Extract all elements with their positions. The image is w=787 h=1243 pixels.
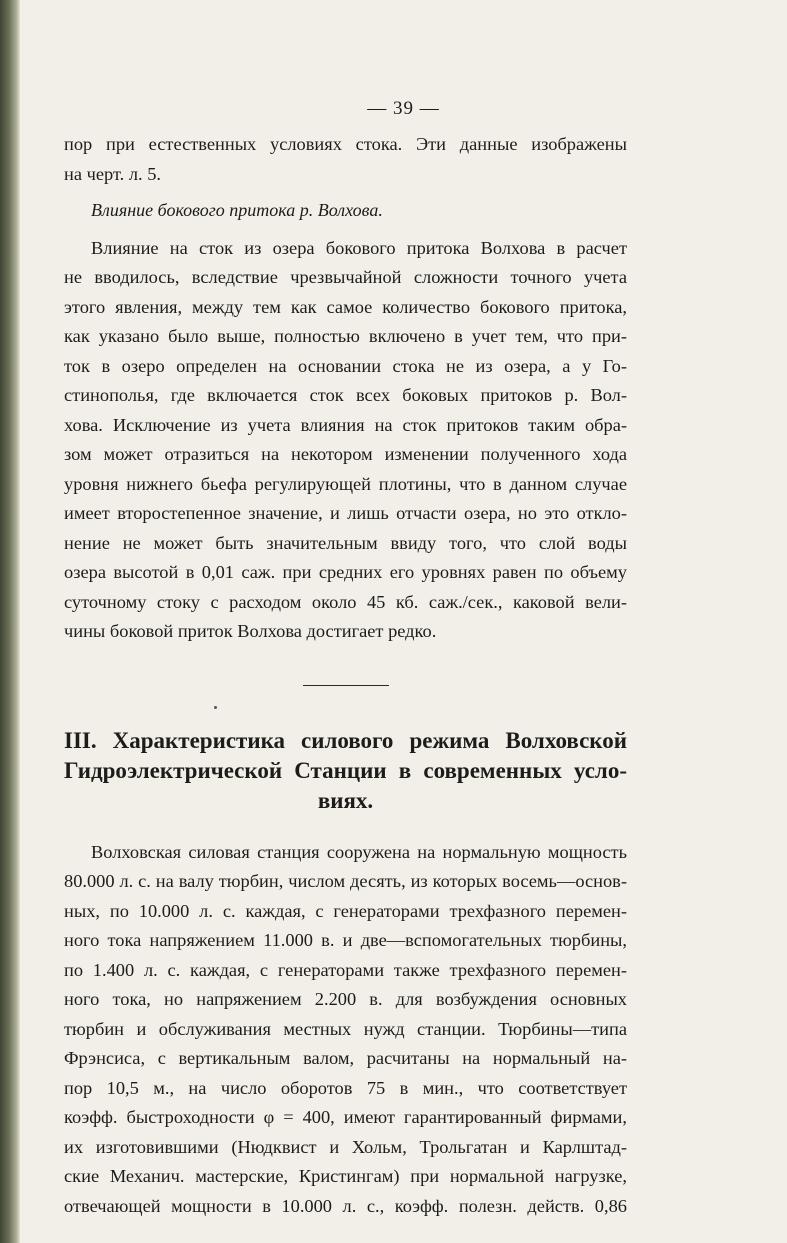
section-title [64,726,627,816]
text-line: отвечающей мощности в 10.000 л. с., коэфф. полезн. действ. 0,86 [64,1195,627,1216]
text-line: зом может отразиться на некотором изменении полученного хода [64,444,627,464]
text-line: уровня нижнего бьефа регулирующей плотины, что в данном случае [64,473,627,494]
text-line: как указано было выше, полностью включено в учет тем, что при- [64,326,627,346]
text-line: их изготовившими (Нюдквист и Хольм, Трольгатан и Карлштад- [64,1136,627,1157]
text-line: пор 10,5 м., на число оборотов 75 в мин., что соответствует [64,1077,627,1098]
text-line: на черт. л. 5. [64,163,161,184]
ink-speck [214,706,217,709]
section-title-line: виях. [317,787,374,813]
text-line: ного тока, но напряжением 2.200 в. для возбуждения основных [64,989,627,1009]
text-line: озера высотой в 0,01 саж. при средних его уровнях равен по объему [64,562,627,582]
text-line: стинополья, где включается сток всех боковых притоков р. Вол- [64,385,627,405]
text-line: ток в озеро определен на основании стока не из озера, а у Го- [64,355,627,376]
text-line: по 1.400 л. с. каждая, с генераторами также трехфазного перемен- [64,959,627,980]
text-line: ных, по 10.000 л. с. каждая, с генераторами трехфазного перемен- [64,900,627,921]
page-number: — 39 — [367,98,440,119]
text-line: суточному стоку с расходом около 45 кб. саж./сек., каковой вели- [64,591,627,612]
text-line: хова. Исключение из учета влияния на сток притоков таким обра- [64,414,627,435]
text-line: Влияние на сток из озера бокового притока Волхова в расчет [91,237,627,258]
text-line: коэфф. быстроходности φ = 400, имеют гарантированный фирмами, [64,1107,627,1127]
text-line: Волховская силовая станция сооружена на нормальную мощность [91,841,627,862]
text-line: Фрэнсиса, с вертикальным валом, расчитаны на нормальный на- [64,1048,627,1068]
text-line: чины боковой приток Волхова достигает редко. [64,621,437,641]
text-line: нение не может быть значительным ввиду того, что слой воды [64,532,627,553]
text-line: имеет второстепенное значение, и лишь отчасти озера, но это откло- [64,503,627,523]
paragraph-3 [64,838,627,1222]
section-title-line: III. Характеристика силового режима Волховской [64,727,627,753]
text-line: 80.000 л. с. на валу тюрбин, числом десять, из которых восемь—основ- [64,871,627,891]
page-content [64,130,627,1221]
section-title-line: Гидроэлектрической Станции в современных усло- [64,757,627,783]
text-line: ские Механич. мастерские, Кристингам) при нормальной нагрузке, [64,1166,627,1186]
text-line: тюрбин и обслуживания местных нужд станции. Тюрбины—типа [64,1018,627,1039]
text-line: этого явления, между тем как самое количество бокового притока, [64,296,627,317]
subheading: Влияние бокового притока р. Волхова. [91,200,383,220]
paragraph-2 [64,234,627,647]
text-line: не вводилось, вследствие чрезвычайной сложности точного учета [64,267,627,287]
text-line: пор при естественных условиях стока. Эти данные изображены [64,134,627,154]
text-line: ного тока напряжением 11.000 в. и две—вспомогательных тюрбины, [64,930,627,950]
page-binding-edge [0,0,20,1243]
section-divider [303,685,389,686]
paragraph-1 [64,130,627,189]
